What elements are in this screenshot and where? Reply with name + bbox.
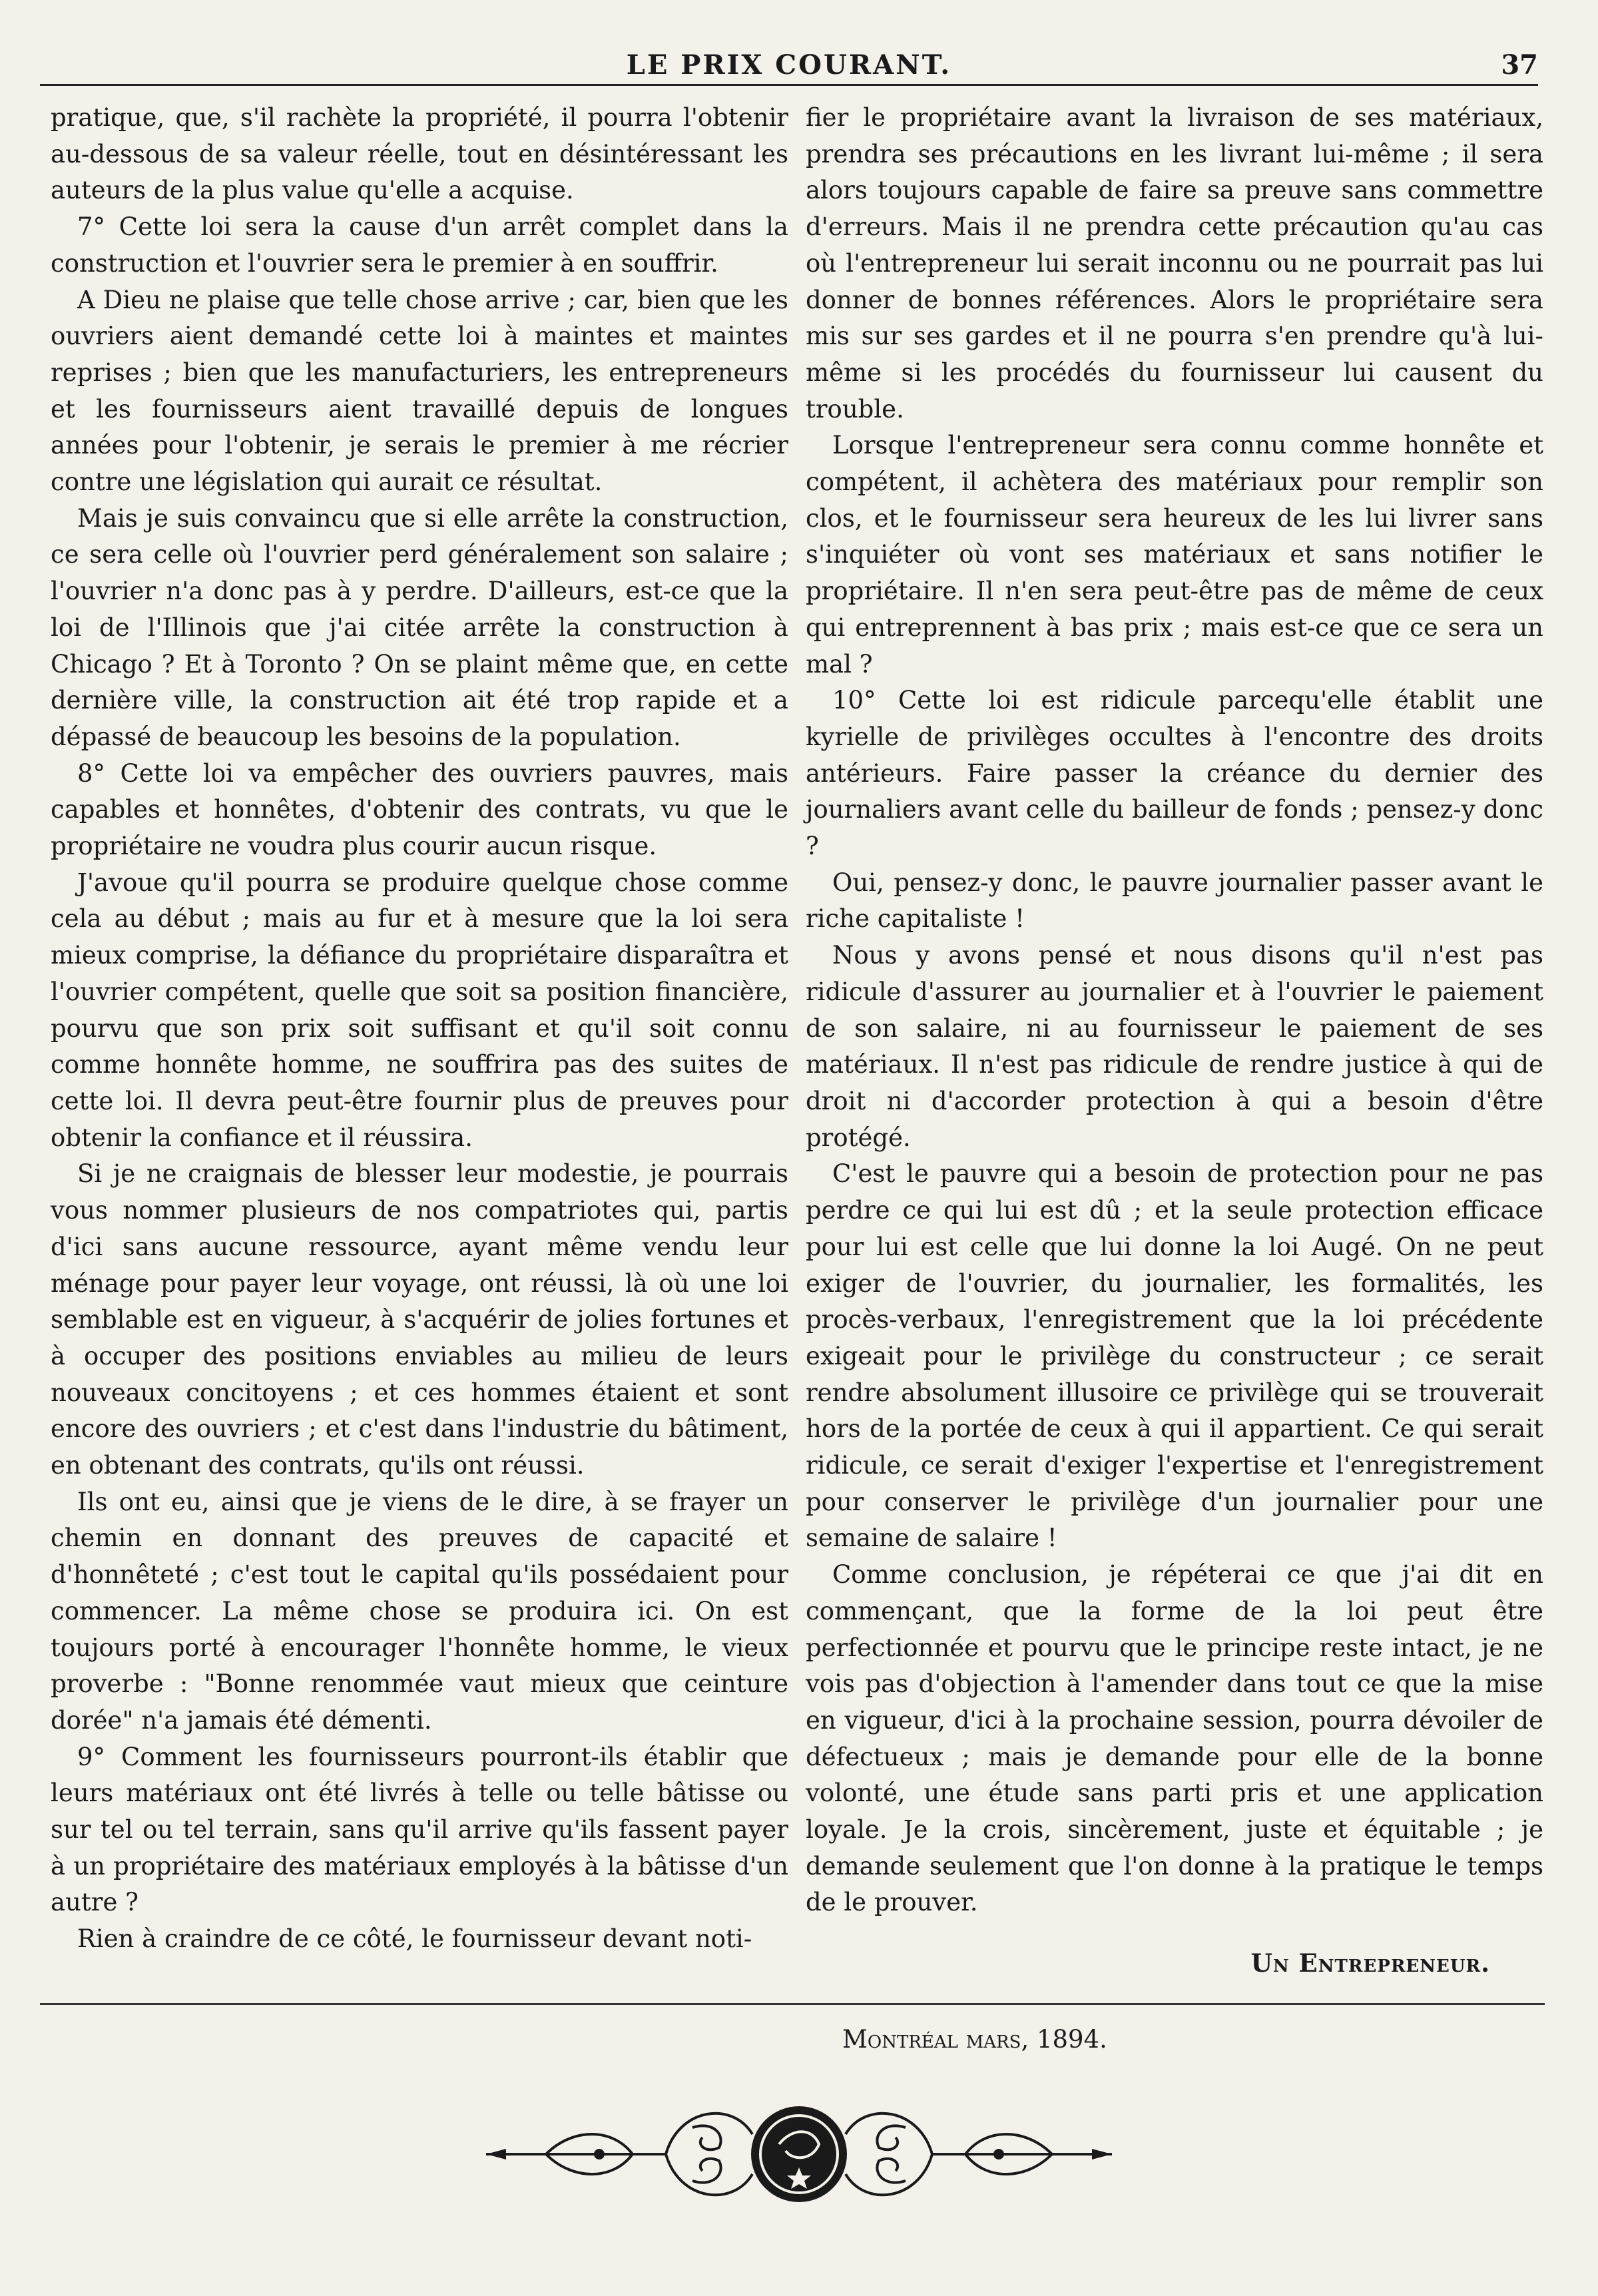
paragraph: fier le propriétaire avant la livraison de ses matériaux, prendra ses précautions en les livrant lui-même ; il sera alors toujours capable de faire sa preuve sans commettre d'erreurs. Mais il ne prendra cette précaution qu'au cas où l'entrepreneur lui serait inconnu ou ne pourrait pas lui donner de bonnes références. Alors le propriétaire sera mis sur ses gardes et il ne pourra s'en prendre qu'à lui-même si les procédés du fournisseur lui causent du trouble. [806,103,1543,424]
paragraph: A Dieu ne plaise que telle chose arrive ; car, bien que les ouvriers aient demandé cette loi à maintes et maintes reprises ; bien que les manufacturiers, les entrepreneurs et les fournisseurs aient travaillé depuis de longues années pour l'obtenir, je serais le premier à me récrier contre une législation qui aurait ce résultat. [51,285,788,497]
paragraph: J'avoue qu'il pourra se produire quelque chose comme cela au début ; mais au fur et à mesure que la loi sera mieux comprise, la défiance du propriétaire disparaîtra et l'ouvrier compétent, quelle que soit sa position financière, pourvu que son prix soit suffisant et qu'il soit connu comme honnête homme, ne souffrira pas des suites de cette loi. Il devra peut-être fournir plus de preuves pour obtenir la confiance et il réussira. [51,868,788,1152]
paragraph: Oui, pensez-y donc, le pauvre journalier passer avant le riche capitaliste ! [806,868,1543,934]
page-title: LE PRIX COURANT. [626,49,952,81]
paragraph: pratique, que, s'il rachète la propriété, il pourra l'obtenir au-dessous de sa valeur réelle, tout en désintéressant les auteurs de la plus value qu'elle a acquise. [51,103,788,205]
paragraph: C'est le pauvre qui a besoin de protection pour ne pas perdre ce qui lui est dû ; et la seule protection efficace pour lui est celle que lui donne la loi Augé. On ne peut exiger de l'ouvrier, du journalier, les formalités, les procès-verbaux, l'enregistrement que la loi précédente exigeait pour le privilège du constructeur ; ce serait rendre absolument illusoire ce privilège qui se trouverait hors de la portée de ceux à qui il appartient. Ce qui serait ridicule, ce serait d'exiger l'expertise et l'enregistrement pour conserver le privilège d'un journalier pour une semaine de salaire ! [806,1159,1543,1553]
paragraph: Comme conclusion, je répéterai ce que j'ai dit en commençant, que la forme de la loi peut être perfectionnée et pourvu que le principe reste intact, je ne vois pas d'objection à l'amender dans tout ce que la mise en vigueur, d'ici à la prochaine session, pourra dévoiler de défectueux ; mais je demande pour elle de la bonne volonté, une étude sans parti pris et une application loyale. Je la crois, sincèrement, juste et équitable ; je demande seulement que l'on donne à la pratique le temps de le prouver. [806,1560,1543,1917]
paragraph: Si je ne craignais de blesser leur modestie, je pourrais vous nommer plusieurs de nos compatriotes qui, partis d'ici sans aucune ressource, ayant même vendu leur ménage pour payer leur voyage, ont réussi, là où une loi semblable est en vigueur, à s'acquérir de jolies fortunes et à occuper des positions enviables au milieu de leurs nouveaux concitoyens ; et ces hommes étaient et sont encore des ouvriers ; et c'est dans l'industrie du bâtiment, en obtenant des contrats, qu'ils ont réussi. [51,1159,788,1480]
dateline: Montréal mars, 1894. [842,2024,1107,2054]
paragraph: 9° Comment les fournisseurs pourront-ils établir que leurs matériaux ont été livrés à telle ou telle bâtisse ou sur tel ou tel terrain, sans qu'il arrive qu'ils fassent payer à un propriétaire des matériaux employés à la bâtisse d'un autre ? [51,1742,788,1917]
page-number: 37 [1501,49,1538,81]
signature: Un Entrepreneur. [1250,1948,1490,1978]
left-column [51,100,788,1958]
paragraph: Nous y avons pensé et nous disons qu'il n'est pas ridicule d'assurer au journalier et à l'ouvrier le paiement de son salaire, ni au fournisseur le paiement de ses matériaux. Il n'est pas ridicule de rendre justice à qui de droit ni d'accorder protection à qui a besoin d'être protégé. [806,941,1543,1152]
paragraph: Lorsque l'entrepreneur sera connu comme honnête et compétent, il achètera des matériaux pour remplir son clos, et le fournisseur sera heureux de les lui livrer sans s'inquiéter où vont ses matériaux et sans notifier le propriétaire. Il n'en sera peut-être pas de même de ceux qui entreprennent à bas prix ; mais est-ce que ce sera un mal ? [806,431,1543,679]
right-column [806,100,1543,2058]
paragraph: 10° Cette loi est ridicule parcequ'elle établit une kyrielle de privilèges occultes à l'encontre des droits antérieurs. Faire passer la créance du dernier des journaliers avant celle du bailleur de fonds ; pensez-y donc ? [806,686,1543,861]
paragraph: Ils ont eu, ainsi que je viens de le dire, à se frayer un chemin en donnant des preuves de capacité et d'honnêteté ; c'est tout le capital qu'ils possédaient pour commencer. La même chose se produira ici. On est toujours porté à encourager l'honnête homme, le vieux proverbe : "Bonne renommée vaut mieux que ceinture dorée" n'a jamais été démenti. [51,1487,788,1735]
paragraph: Rien à craindre de ce côté, le fournisseur devant noti- [77,1924,752,1954]
page-header [40,47,1538,86]
bottom-rule [40,2003,1545,2005]
floral-scroll-ornament-icon [466,2088,1132,2221]
paragraph: 8° Cette loi va empêcher des ouvriers pauvres, mais capables et honnêtes, d'obtenir des contrats, vu que le propriétaire ne voudra plus courir aucun risque. [51,758,788,861]
paragraph: Mais je suis convaincu que si elle arrête la construction, ce sera celle où l'ouvrier perd généralement son salaire ; l'ouvrier n'a donc pas à y perdre. D'ailleurs, est-ce que la loi de l'Illinois que j'ai citée arrête la construction à Chicago ? Et à Toronto ? On se plaint même que, en cette dernière ville, la construction ait été trop rapide et a dépassé de beaucoup les besoins de la population. [51,503,788,751]
paragraph: 7° Cette loi sera la cause d'un arrêt complet dans la construction et l'ouvrier sera le premier à en souffrir. [51,212,788,278]
